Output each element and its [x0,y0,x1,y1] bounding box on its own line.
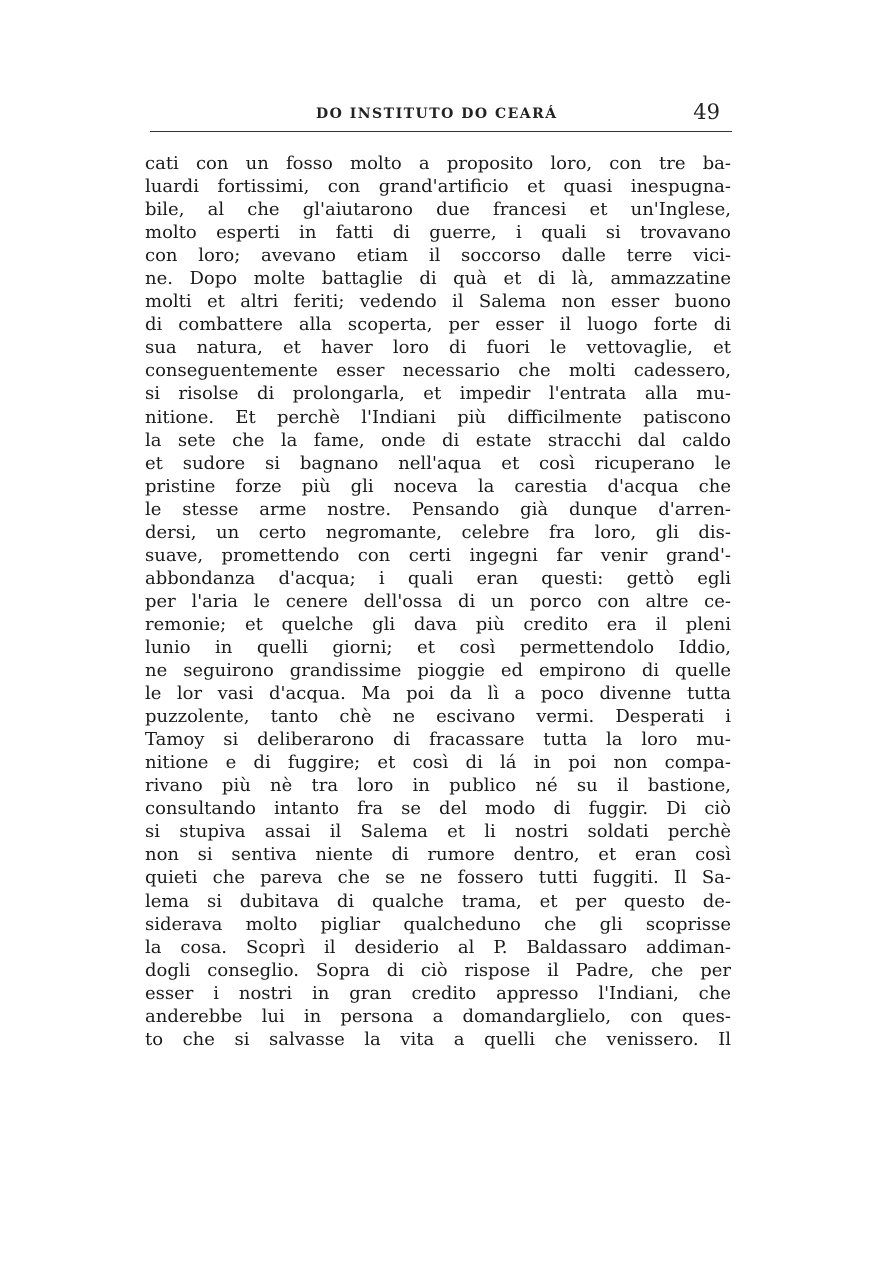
text-line: et sudore si bagnano nell'aqua et così ricuperano le [145,452,731,474]
text-line: abbondanza d'acqua; i quali eran questi: gettò egli [145,567,731,589]
text-line: quieti che pareva che se ne fossero tutti fuggiti. Il Sa- [145,867,731,889]
text-line: remonie; et quelche gli dava più credito era il pleni [145,613,731,635]
text-line: dersi, un certo negromante, celebre fra loro, gli dis- [145,521,731,543]
text-line: ne seguirono grandissime pioggie ed empirono di quelle [145,660,731,682]
text-line: molti et altri feriti; vedendo il Salema non esser buono [145,291,731,313]
text-line: cati con un fosso molto a proposito loro, con tre ba- [145,153,731,174]
text-line: dogli conseglio. Sopra di ciò rispose il Padre, che per [145,959,731,981]
running-title: DO INSTITUTO DO CEARÁ [316,106,558,122]
text-line: ne. Dopo molte battaglie di quà et di là, ammazzatine [145,268,731,290]
text-line: la sete che la fame, onde di estate stracchi dal caldo [145,429,731,451]
text-line: to che si salvasse la vita a quelli che venissero. Il [145,1028,731,1050]
text-line: siderava molto pigliar qualcheduno che gli scoprisse [145,913,731,935]
text-line: conseguentemente esser necessario che molti cadessero, [145,360,731,382]
body-text [145,152,731,1051]
text-line: la cosa. Scoprì il desiderio al P. Baldassaro addiman- [145,936,731,958]
text-line: puzzolente, tanto chè ne escivano vermi. Desperati i [145,706,731,728]
text-line: lema si dubitava di qualche trama, et per questo de- [145,890,731,912]
page-number: 49 [693,100,720,124]
text-line: si risolse di prolongarla, et impedir l'entrata alla mu- [145,383,731,405]
text-line: lunio in quelli giorni; et così permettendolo Iddio, [145,636,731,658]
text-line: nitione. Et perchè l'Indiani più difficilmente patiscono [145,406,731,428]
text-line: Tamoy si deliberarono di fracassare tutta la loro mu- [145,729,731,751]
text-line: bile, al che gl'aiutarono due francesi et un'Inglese, [145,199,731,221]
running-head [150,100,732,130]
text-line: anderebbe lui in persona a domandarglielo, con ques- [145,1005,731,1027]
text-line: suave, promettendo con certi ingegni far venir grand'- [145,544,731,566]
text-line: per l'aria le cenere dell'ossa di un porco con altre ce- [145,590,731,612]
text-line: le lor vasi d'acqua. Ma poi da lì a poco divenne tutta [145,683,731,705]
text-line: sua natura, et haver loro di fuori le vettovaglie, et [145,337,731,359]
text-line: esser i nostri in gran credito appresso l'Indiani, che [145,982,731,1004]
text-line: nitione e di fuggire; et così di lá in poi non compa- [145,752,731,774]
text-line: le stesse arme nostre. Pensando già dunque d'arren- [145,498,731,520]
text-line: molto esperti in fatti di guerre, i quali si trovavano [145,222,731,244]
text-line: luardi fortissimi, con grand'artificio et quasi inespugna- [145,176,731,198]
text-line: consultando intanto fra se del modo di fuggir. Di ciò [145,798,731,820]
text-line: di combattere alla scoperta, per esser il luogo forte di [145,314,731,336]
text-line: pristine forze più gli noceva la carestia d'acqua che [145,475,731,497]
text-line: si stupiva assai il Salema et li nostri soldati perchè [145,821,731,843]
text-line: con loro; avevano etiam il soccorso dalle terre vici- [145,245,731,267]
header-rule [150,131,732,132]
text-line: rivano più nè tra loro in publico né su il bastione, [145,775,731,797]
text-line: non si sentiva niente di rumore dentro, et eran così [145,844,731,866]
